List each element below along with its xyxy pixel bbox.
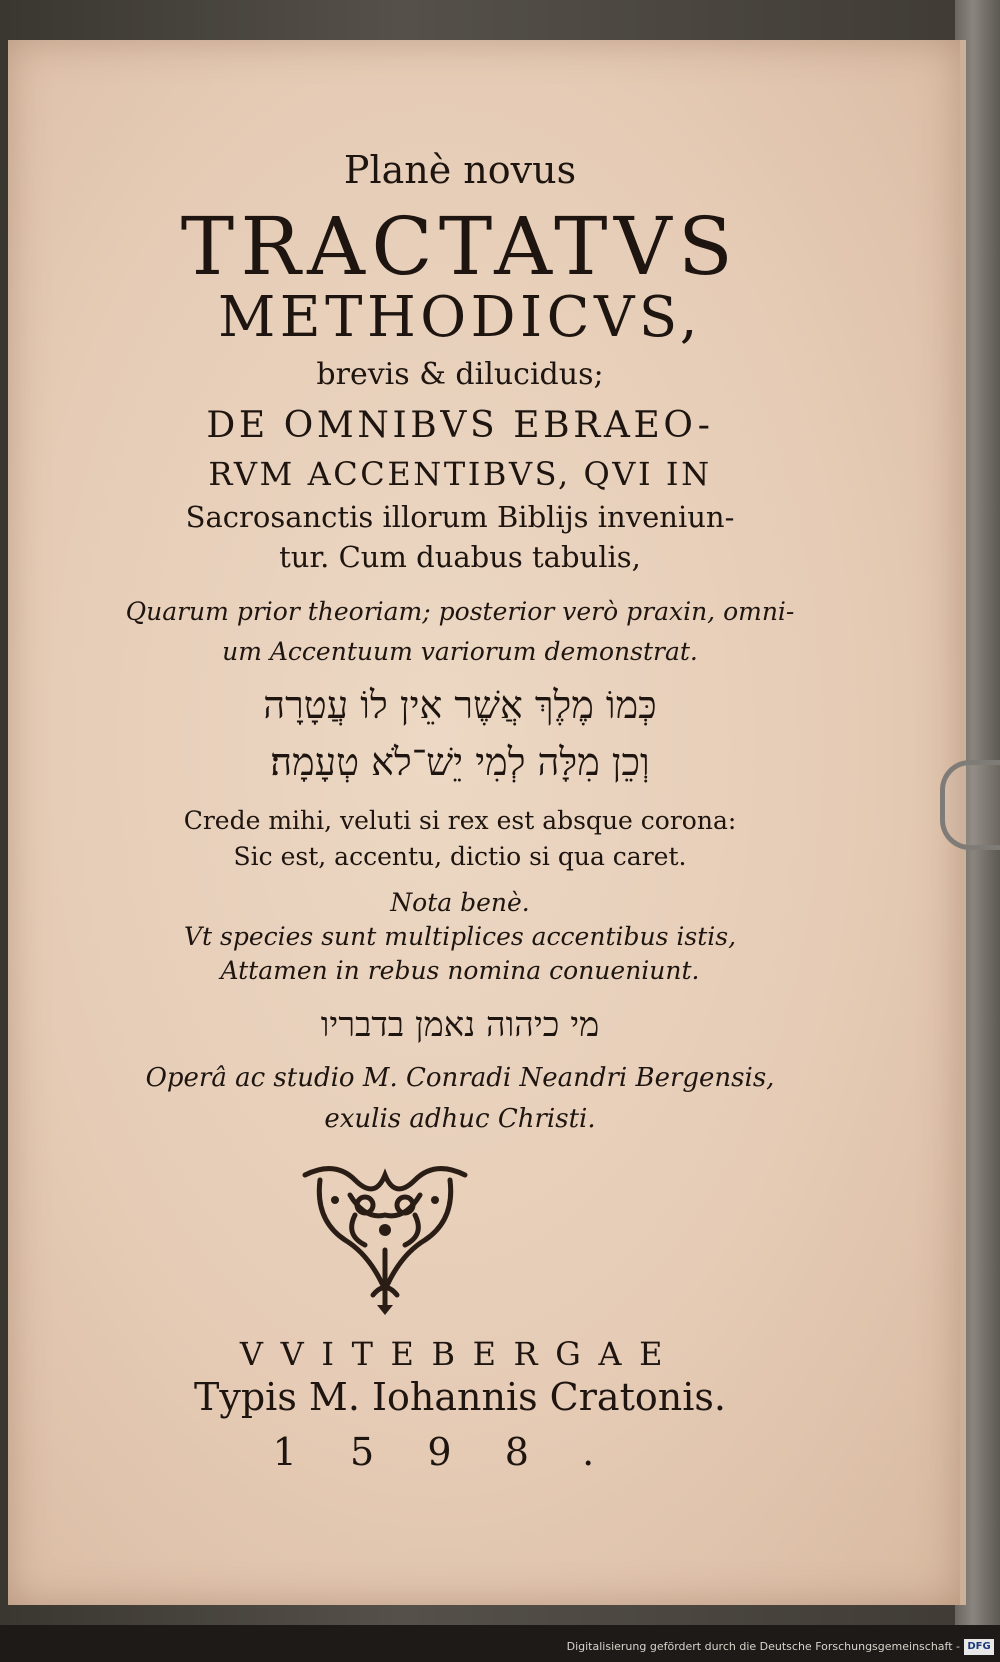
hebrew-verse-line-1: כְּמוֹ מֶלֶךְ אֲשֶׁר אֵין לוֹ עֲטָרָה	[263, 683, 657, 727]
book-clasp	[940, 760, 1000, 850]
imprint-city: VVITEBERGAE	[239, 1335, 681, 1373]
author-line-exulis: exulis adhuc Christi.	[324, 1104, 596, 1134]
title-line-brevis: brevis & dilucidus;	[316, 357, 604, 392]
fleuron-ornament-icon	[295, 1160, 475, 1315]
nota-bene-heading: Nota benè.	[390, 888, 530, 917]
author-line-opera: Operâ ac studio M. Conradi Neandri Bergensis,	[145, 1063, 775, 1093]
subtitle-line-accentuum: um Accentuum variorum demonstrat.	[222, 637, 698, 666]
title-line-rvm-accentibus: RVM ACCENTIBVS, QVI IN	[208, 455, 712, 493]
hebrew-verse-line-2: וְכֵן מִלָּה לְמִי יֵשׁ־לֹא טְעָמָה׃	[270, 740, 650, 784]
subtitle-line-quarum: Quarum prior theoriam; posterior verò praxin, omni-	[125, 597, 795, 626]
title-line-tractatus: TRACTATVS	[180, 200, 740, 293]
latin-verse-attamen: Attamen in rebus nomina conueniunt.	[220, 956, 700, 985]
dfg-credit-text: Digitalisierung gefördert durch die Deutsche Forschungsgemeinschaft -	[566, 1640, 960, 1653]
latin-verse-sic: Sic est, accentu, dictio si qua caret.	[233, 842, 687, 871]
latin-verse-crede: Crede mihi, veluti si rex est absque corona:	[183, 806, 737, 835]
latin-verse-vt-species: Vt species sunt multiplices accentibus istis,	[183, 922, 737, 951]
imprint-printer: Typis M. Iohannis Cratonis.	[194, 1375, 726, 1419]
title-line-methodicus: METHODICVS,	[217, 285, 703, 350]
title-line-plane-novus: Planè novus	[343, 148, 577, 192]
title-line-de-omnibus: DE OMNIBVS EBRAEO-	[206, 405, 714, 446]
dfg-logo-badge: DFG	[964, 1639, 994, 1655]
title-line-sacrosanctis: Sacrosanctis illorum Biblijs inveniun-	[185, 500, 735, 534]
title-line-tur: tur. Cum duabus tabulis,	[279, 540, 641, 574]
hebrew-motto: מי כיהוה נאמן בדבריו	[320, 1005, 600, 1045]
imprint-year: 1598.	[272, 1430, 648, 1474]
